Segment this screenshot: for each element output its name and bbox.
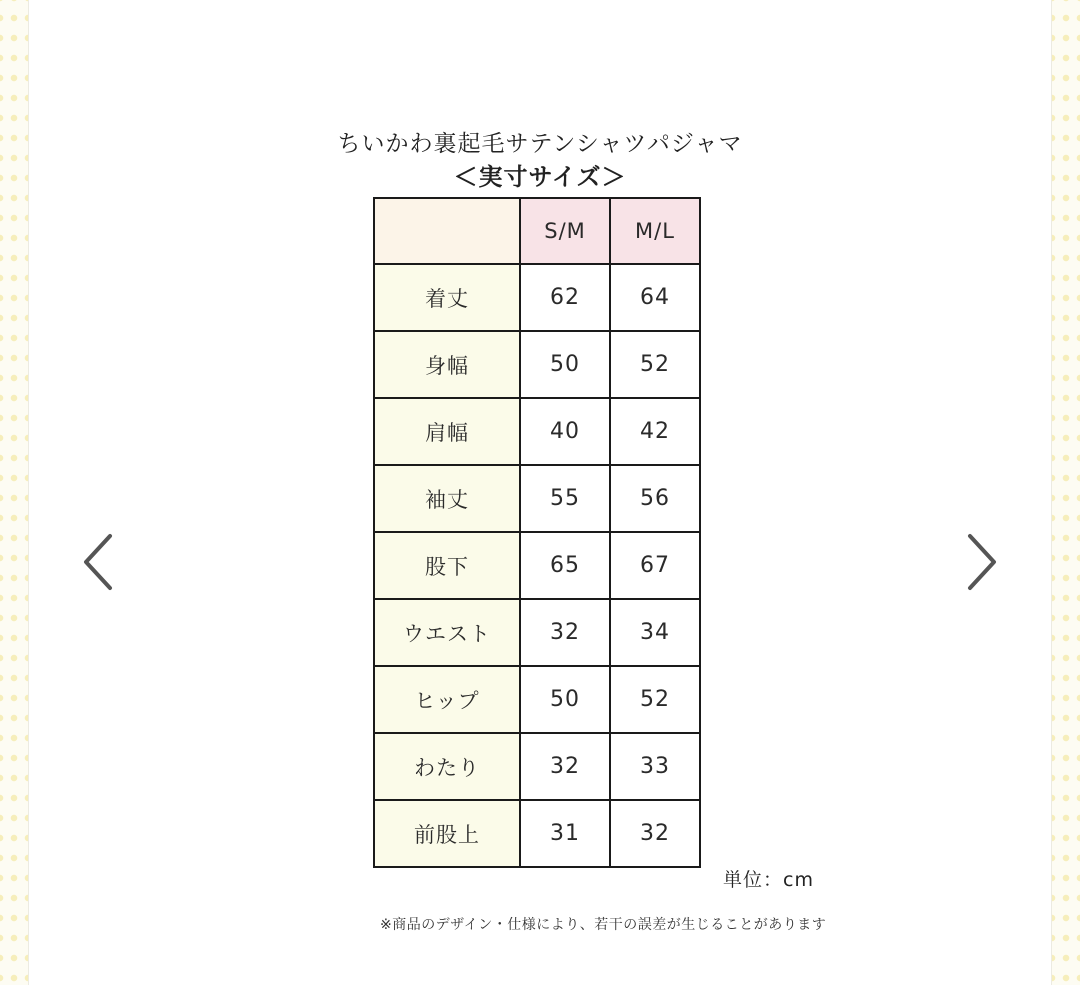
value-cell-sm: 32 — [520, 599, 610, 666]
row-label: 股下 — [374, 532, 520, 599]
size-table — [373, 197, 701, 868]
chevron-right-icon — [962, 530, 1002, 594]
row-label: ウエスト — [374, 599, 520, 666]
value-cell-ml: 33 — [610, 733, 700, 800]
table-row — [374, 264, 700, 331]
prev-image-button[interactable] — [78, 530, 118, 594]
value-cell-ml: 52 — [610, 666, 700, 733]
product-title: ちいかわ裏起毛サテンシャツパジャマ — [337, 131, 743, 157]
value-cell-sm: 65 — [520, 532, 610, 599]
row-label: ヒップ — [374, 666, 520, 733]
value-cell-ml: 64 — [610, 264, 700, 331]
size-heading: ＜実寸サイズ＞ — [453, 163, 627, 191]
unit-label: 単位：cm — [723, 869, 814, 891]
row-label: 袖丈 — [374, 465, 520, 532]
disclaimer-note: ※商品のデザイン・仕様により、若干の誤差が生じることがあります — [380, 917, 827, 933]
row-label: 前股上 — [374, 800, 520, 867]
value-cell-ml: 67 — [610, 532, 700, 599]
row-label: わたり — [374, 733, 520, 800]
table-row — [374, 532, 700, 599]
column-header-ml: M/L — [610, 198, 700, 264]
table-header-row — [374, 198, 700, 264]
row-label: 身幅 — [374, 331, 520, 398]
value-cell-sm: 50 — [520, 331, 610, 398]
value-cell-sm: 31 — [520, 800, 610, 867]
value-cell-sm: 62 — [520, 264, 610, 331]
table-row — [374, 733, 700, 800]
table-corner-cell — [374, 198, 520, 264]
value-cell-ml: 52 — [610, 331, 700, 398]
value-cell-sm: 32 — [520, 733, 610, 800]
value-cell-ml: 56 — [610, 465, 700, 532]
value-cell-ml: 34 — [610, 599, 700, 666]
next-image-button[interactable] — [962, 530, 1002, 594]
row-label: 着丈 — [374, 264, 520, 331]
value-cell-ml: 42 — [610, 398, 700, 465]
value-cell-sm: 50 — [520, 666, 610, 733]
value-cell-sm: 55 — [520, 465, 610, 532]
table-row — [374, 465, 700, 532]
value-cell-ml: 32 — [610, 800, 700, 867]
column-header-sm: S/M — [520, 198, 610, 264]
table-row — [374, 398, 700, 465]
table-row — [374, 599, 700, 666]
value-cell-sm: 40 — [520, 398, 610, 465]
table-row — [374, 666, 700, 733]
table-row — [374, 331, 700, 398]
chevron-left-icon — [78, 530, 118, 594]
row-label: 肩幅 — [374, 398, 520, 465]
table-row — [374, 800, 700, 867]
